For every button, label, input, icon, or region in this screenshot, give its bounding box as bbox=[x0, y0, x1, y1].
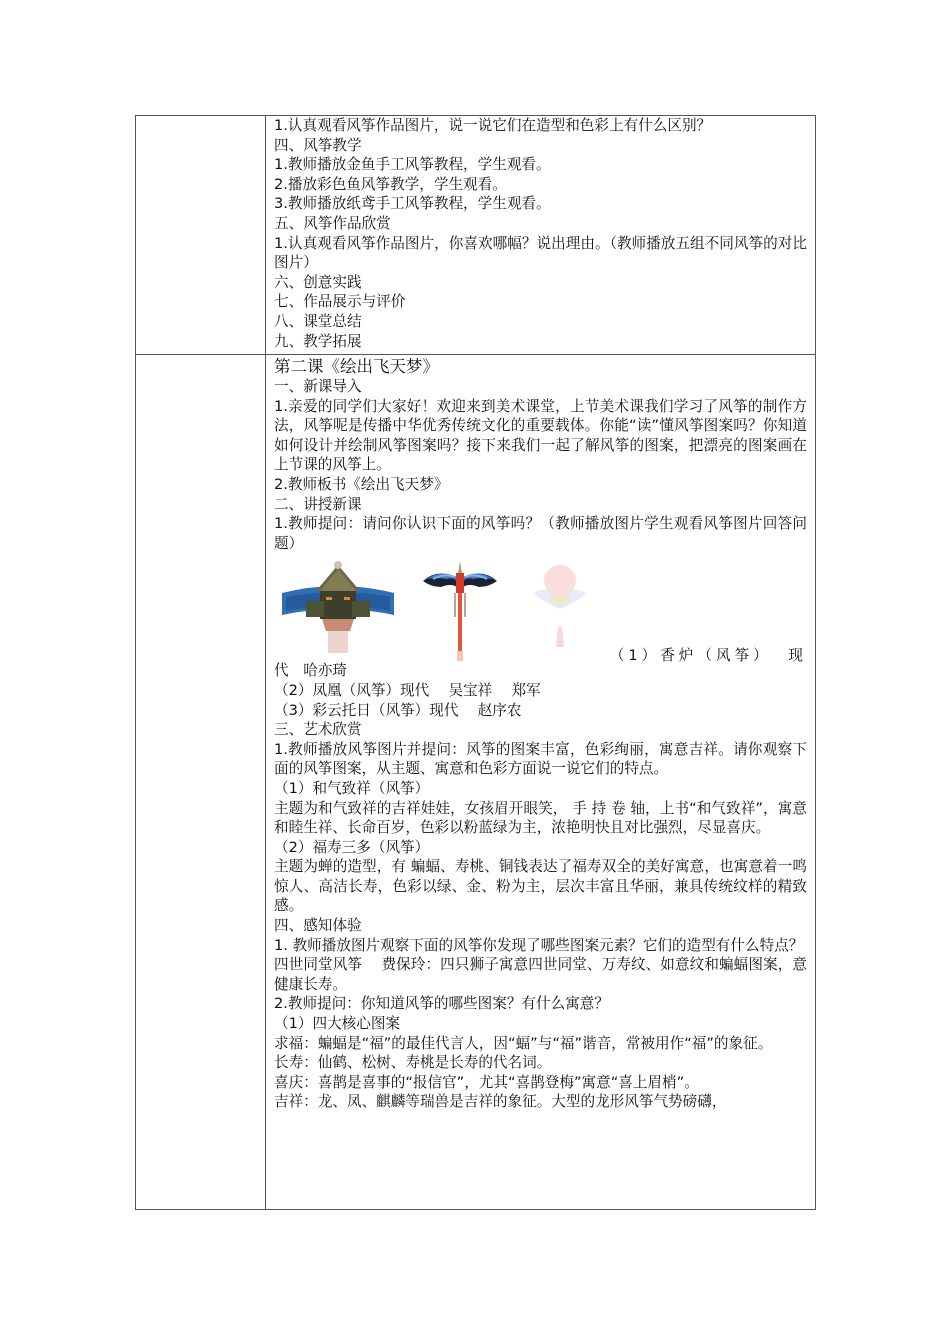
text-line: 吉祥：龙、凤、麒麟等瑞兽是吉祥的象征。大型的龙形风筝气势磅礴， bbox=[274, 1093, 727, 1111]
section-heading: 八、课堂总结 bbox=[274, 312, 362, 330]
left-empty-cell bbox=[136, 116, 266, 355]
text-line: 2.教师板书《绘出飞天梦》 bbox=[274, 475, 449, 493]
lesson-one-continuation-cell bbox=[266, 116, 816, 355]
kite-caption-2: （2）凤凰（风筝）现代 吴宝祥 郑军 bbox=[274, 681, 541, 699]
item-title: （1）和气致祥（风筝） bbox=[274, 779, 430, 797]
table-row bbox=[136, 116, 816, 355]
left-empty-cell bbox=[136, 355, 266, 1210]
kite-caption-1-continued: 代 哈亦琦 bbox=[274, 662, 347, 680]
section-heading: 一、新课导入 bbox=[274, 378, 362, 395]
text-paragraph: 1.亲爱的同学们大家好！欢迎来到美术课堂，上节美术课我们学习了风筝的制作方法，风筝呢是传播中华优秀传统文化的重要载体。你能“读”懂风筝图案吗？你知道如何设计并绘制风筝图案吗？接下来我们一起了解风筝的图案，把漂亮的图案画在上节课的风筝上。 bbox=[274, 397, 807, 474]
incense-burner-kite-image bbox=[276, 557, 400, 661]
lesson-two-cell bbox=[266, 355, 816, 1210]
table-row bbox=[136, 355, 816, 1210]
text-paragraph: 求福：蝙蝠是“福”的最佳代言人，因“蝠”与“福”谐音，常被用作“福”的象征。 bbox=[274, 1034, 773, 1052]
section-heading: 五、风筝作品欣赏 bbox=[274, 214, 391, 232]
section-heading: 三、艺术欣赏 bbox=[274, 721, 362, 739]
lesson-title: 第二课《绘出飞天梦》 bbox=[274, 357, 439, 376]
item-title: （1）四大核心图案 bbox=[274, 1015, 401, 1033]
section-heading: 二、讲授新课 bbox=[274, 495, 362, 513]
section-heading: 四、风筝教学 bbox=[274, 136, 362, 154]
text-line: 2.教师提问：你知道风筝的哪些图案？有什么寓意？ bbox=[274, 995, 609, 1013]
text-line: 1.认真观看风筝作品图片，说一说它们在造型和色彩上有什么区别？ bbox=[274, 117, 712, 134]
item-title: （2）福寿三多（风筝） bbox=[274, 838, 430, 856]
text-paragraph: 1.教师提问：请问你认识下面的风筝吗？（教师播放图片学生观看风筝图片回答问题） bbox=[274, 515, 807, 552]
text-line: 长寿：仙鹤、松树、寿桃是长寿的代名词。 bbox=[274, 1054, 552, 1072]
text-paragraph: 1.认真观看风筝作品图片，你喜欢哪幅？说出理由。（教师播放五组不同风筝的对比图片） bbox=[274, 234, 807, 272]
phoenix-kite-image bbox=[419, 557, 501, 661]
section-heading: 六、创意实践 bbox=[274, 273, 362, 291]
text-line: 3.教师播放纸鸢手工风筝教程，学生观看。 bbox=[274, 195, 551, 213]
kite-images-row bbox=[274, 557, 807, 664]
text-paragraph: 主题为和气致祥的吉祥娃娃，女孩眉开眼笑， 手 持 卷 轴，上书“和气致祥”，寓意和睦生祥、长命百岁，色彩以粉蓝绿为主，浓艳明快且对比强烈，尽显喜庆。 bbox=[274, 799, 807, 837]
section-heading: 七、作品展示与评价 bbox=[274, 293, 406, 311]
section-heading: 九、教学拓展 bbox=[274, 332, 362, 350]
kite-caption-3: （3）彩云托日（风筝）现代 赵序农 bbox=[274, 701, 522, 719]
colorful-cloud-sun-kite-image bbox=[524, 557, 596, 661]
kite-caption-1: （1）香炉（风筝） 现 bbox=[609, 646, 807, 664]
text-paragraph: 喜庆：喜鹊是喜事的“报信官”，尤其“喜鹊登梅”寓意“喜上眉梢”。 bbox=[274, 1073, 699, 1091]
lesson-plan-table bbox=[135, 115, 816, 1210]
section-heading: 四、感知体验 bbox=[274, 917, 362, 935]
text-paragraph: 四世同堂风筝 费保玲：四只狮子寓意四世同堂、万寿纹、如意纹和蝙蝠图案，意健康长寿。 bbox=[274, 956, 807, 993]
text-paragraph: 1. 教师播放图片观察下面的风筝你发现了哪些图案元素？它们的造型有什么特点？ bbox=[274, 936, 804, 954]
text-paragraph: 1.教师播放风筝图片并提问：风筝的图案丰富，色彩绚丽，寓意吉祥。请你观察下面的风筝图案，从主题、寓意和色彩方面说一说它们的特点。 bbox=[274, 740, 807, 778]
text-line: 2.播放彩色鱼风筝教学，学生观看。 bbox=[274, 175, 507, 193]
text-paragraph: 主题为蝉的造型，有 蝙蝠、寿桃、铜钱表达了福寿双全的美好寓意，也寓意着一鸣惊人、高洁长寿，色彩以绿、金、粉为主，层次丰富且华丽，兼具传统纹样的精致感。 bbox=[274, 858, 807, 915]
text-line: 1.教师播放金鱼手工风筝教程，学生观看。 bbox=[274, 156, 551, 174]
